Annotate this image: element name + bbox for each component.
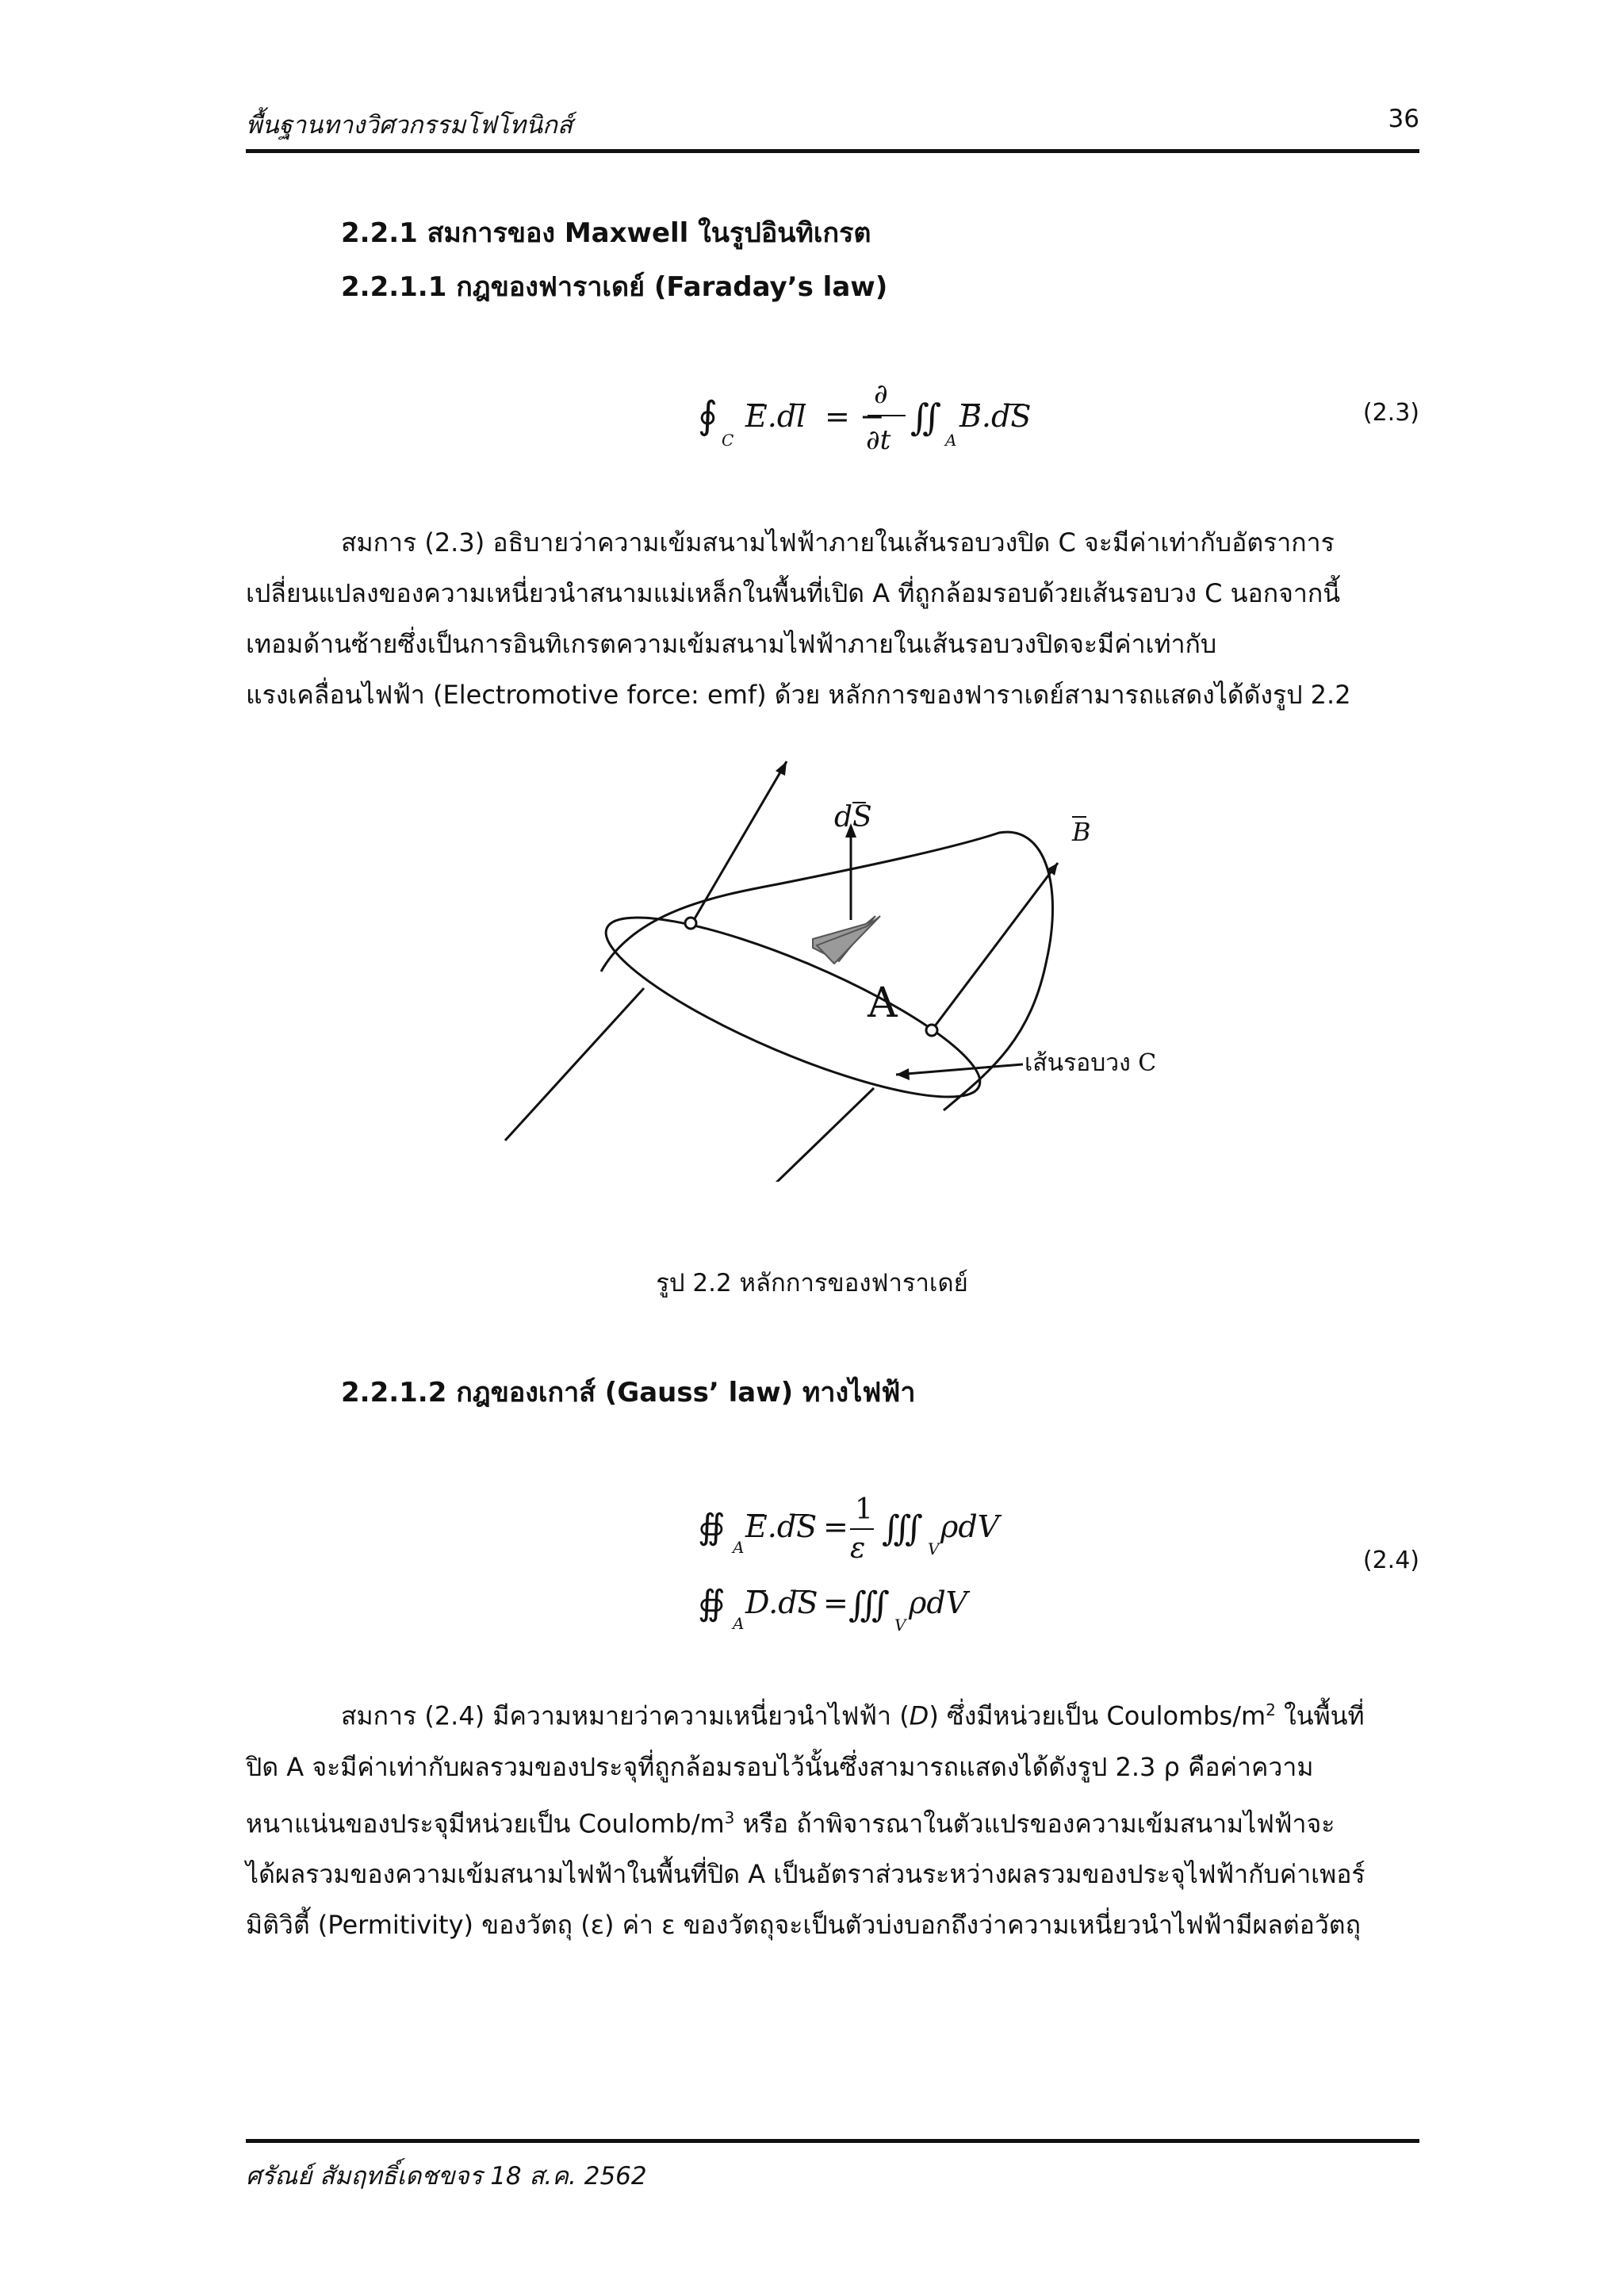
svg-text:D.dS: D.dS [745, 1585, 818, 1620]
paragraph-line: ได้ผลรวมของความเข้มสนามไฟฟ้าในพื้นที่ปิด A เป็นอัตราส่วนระหว่างผลรวมของประจุไฟฟ้ากับค่าเพอร์ [246, 1859, 1365, 1890]
svg-text:E.dS: E.dS [745, 1509, 818, 1544]
paragraph-line: สมการ (2.4) มีความหมายว่าความเหนี่ยวนำไฟฟ้า (D) ซึ่งมีหน่วยเป็น Coulombs/$m^2$ ในพื้นที่ [341, 1700, 1365, 1731]
svg-text:∂t: ∂t [866, 424, 891, 456]
svg-text:∂: ∂ [874, 378, 888, 410]
svg-text:∭: ∭ [882, 1508, 924, 1549]
paragraph-line: มิติวิตี้ (Permitivity) ของวัตถุ (ε) ค่า ε ของวัตถุจะเป็นตัวบ่งบอกถึงว่าความเหนี่ยวนำไฟฟ้ามีผลต่อวัตถุ [246, 1910, 1361, 1941]
svg-text:V: V [928, 1539, 940, 1558]
label-B: B [1072, 817, 1091, 847]
svg-text:ρdV: ρdV [909, 1585, 968, 1620]
svg-text:∯: ∯ [698, 1507, 726, 1547]
svg-text:= −: = − [825, 399, 885, 434]
svg-text:A: A [733, 1614, 745, 1633]
paragraph-line: แรงเคลื่อนไฟฟ้า (Electromotive force: emf) ด้วย หลักการของฟาราเดย์สามารถแสดงได้ดังรูป 2.2 [246, 680, 1351, 710]
paragraph-line: ปิด A จะมีค่าเท่ากับผลรวมของประจุที่ถูกล้อมรอบไว้นั้นซึ่งสามารถแสดงได้ดังรูป 2.3 ρ คือค่าความ [246, 1751, 1314, 1782]
svg-text:B.dS: B.dS [959, 399, 1031, 434]
paragraph-line: เทอมด้านซ้ายซึ่งเป็นการอินทิเกรตความเข้มสนามไฟฟ้าภายในเส้นรอบวงปิดจะมีค่าเท่ากับ [246, 629, 1217, 659]
running-footer: ศรัณย์ สัมฤทธิ์เดชขจร 18 ส.ค. 2562 [246, 2162, 647, 2191]
figure-faraday-principle [476, 738, 1158, 1182]
svg-text:=: = [823, 1509, 848, 1544]
paragraph-line: สมการ (2.3) อธิบายว่าความเข้มสนามไฟฟ้าภายในเส้นรอบวงปิด C จะมีค่าเท่ากับอัตราการ [341, 527, 1335, 558]
header-rule [246, 149, 1419, 153]
figure-caption: รูป 2.2 หลักการของฟาราเดย์ [656, 1269, 968, 1297]
equation-2-3 [698, 373, 1031, 460]
svg-text:E.dl: E.dl [745, 399, 806, 434]
svg-text:A: A [945, 431, 957, 450]
paragraph-gauss [246, 1685, 1419, 1950]
page-number: 36 [1388, 105, 1419, 133]
label-contour-c: เส้นรอบวง C [1025, 1049, 1157, 1077]
equation-number-2-3: (2.3) [1362, 399, 1419, 427]
svg-text:V: V [894, 1616, 906, 1635]
paragraph-faraday [246, 517, 1419, 720]
section-heading-maxwell: 2.2.1 สมการของ Maxwell ในรูปอินทิเกรต [341, 217, 871, 249]
footer-rule [246, 2139, 1419, 2143]
paragraph-line: หนาแน่นของประจุมีหน่วยเป็น Coulomb/$m^3$ หรือ ถ้าพิจารณาในตัวแปรของความเข้มสนามไฟฟ้าจะ [246, 1807, 1335, 1839]
paragraph-line: เปลี่ยนแปลงของความเหนี่ยวนำสนามแม่เหล็กในพื้นที่เปิด A ที่ถูกล้อมรอบด้วยเส้นรอบวง C นอกจากนี้ [246, 578, 1341, 608]
svg-text:ε: ε [850, 1532, 866, 1565]
svg-text:ρdV: ρdV [940, 1509, 1000, 1544]
svg-text:∯: ∯ [698, 1583, 726, 1623]
equation-number-2-4: (2.4) [1362, 1547, 1419, 1574]
equation-2-4 [698, 1475, 1031, 1650]
svg-text:∮: ∮ [698, 393, 718, 438]
svg-text:C: C [722, 431, 734, 450]
section-heading-gauss: 2.2.1.2 กฎของเกาส์ (Gauss’ law) ทางไฟฟ้า [341, 1377, 916, 1409]
section-heading-faraday: 2.2.1.1 กฎของฟาราเดย์ (Faraday’s law) [341, 271, 888, 303]
label-A: A [868, 979, 898, 1027]
svg-text:1: 1 [855, 1493, 873, 1526]
svg-text:∬: ∬ [910, 396, 942, 439]
svg-text:∭: ∭ [848, 1585, 891, 1625]
svg-text:=: = [823, 1585, 848, 1620]
running-header: พื้นฐานทางวิศวกรรมโฟโทนิกส์ [246, 111, 573, 140]
label-dS: dS [834, 801, 872, 834]
svg-text:A: A [733, 1538, 745, 1557]
